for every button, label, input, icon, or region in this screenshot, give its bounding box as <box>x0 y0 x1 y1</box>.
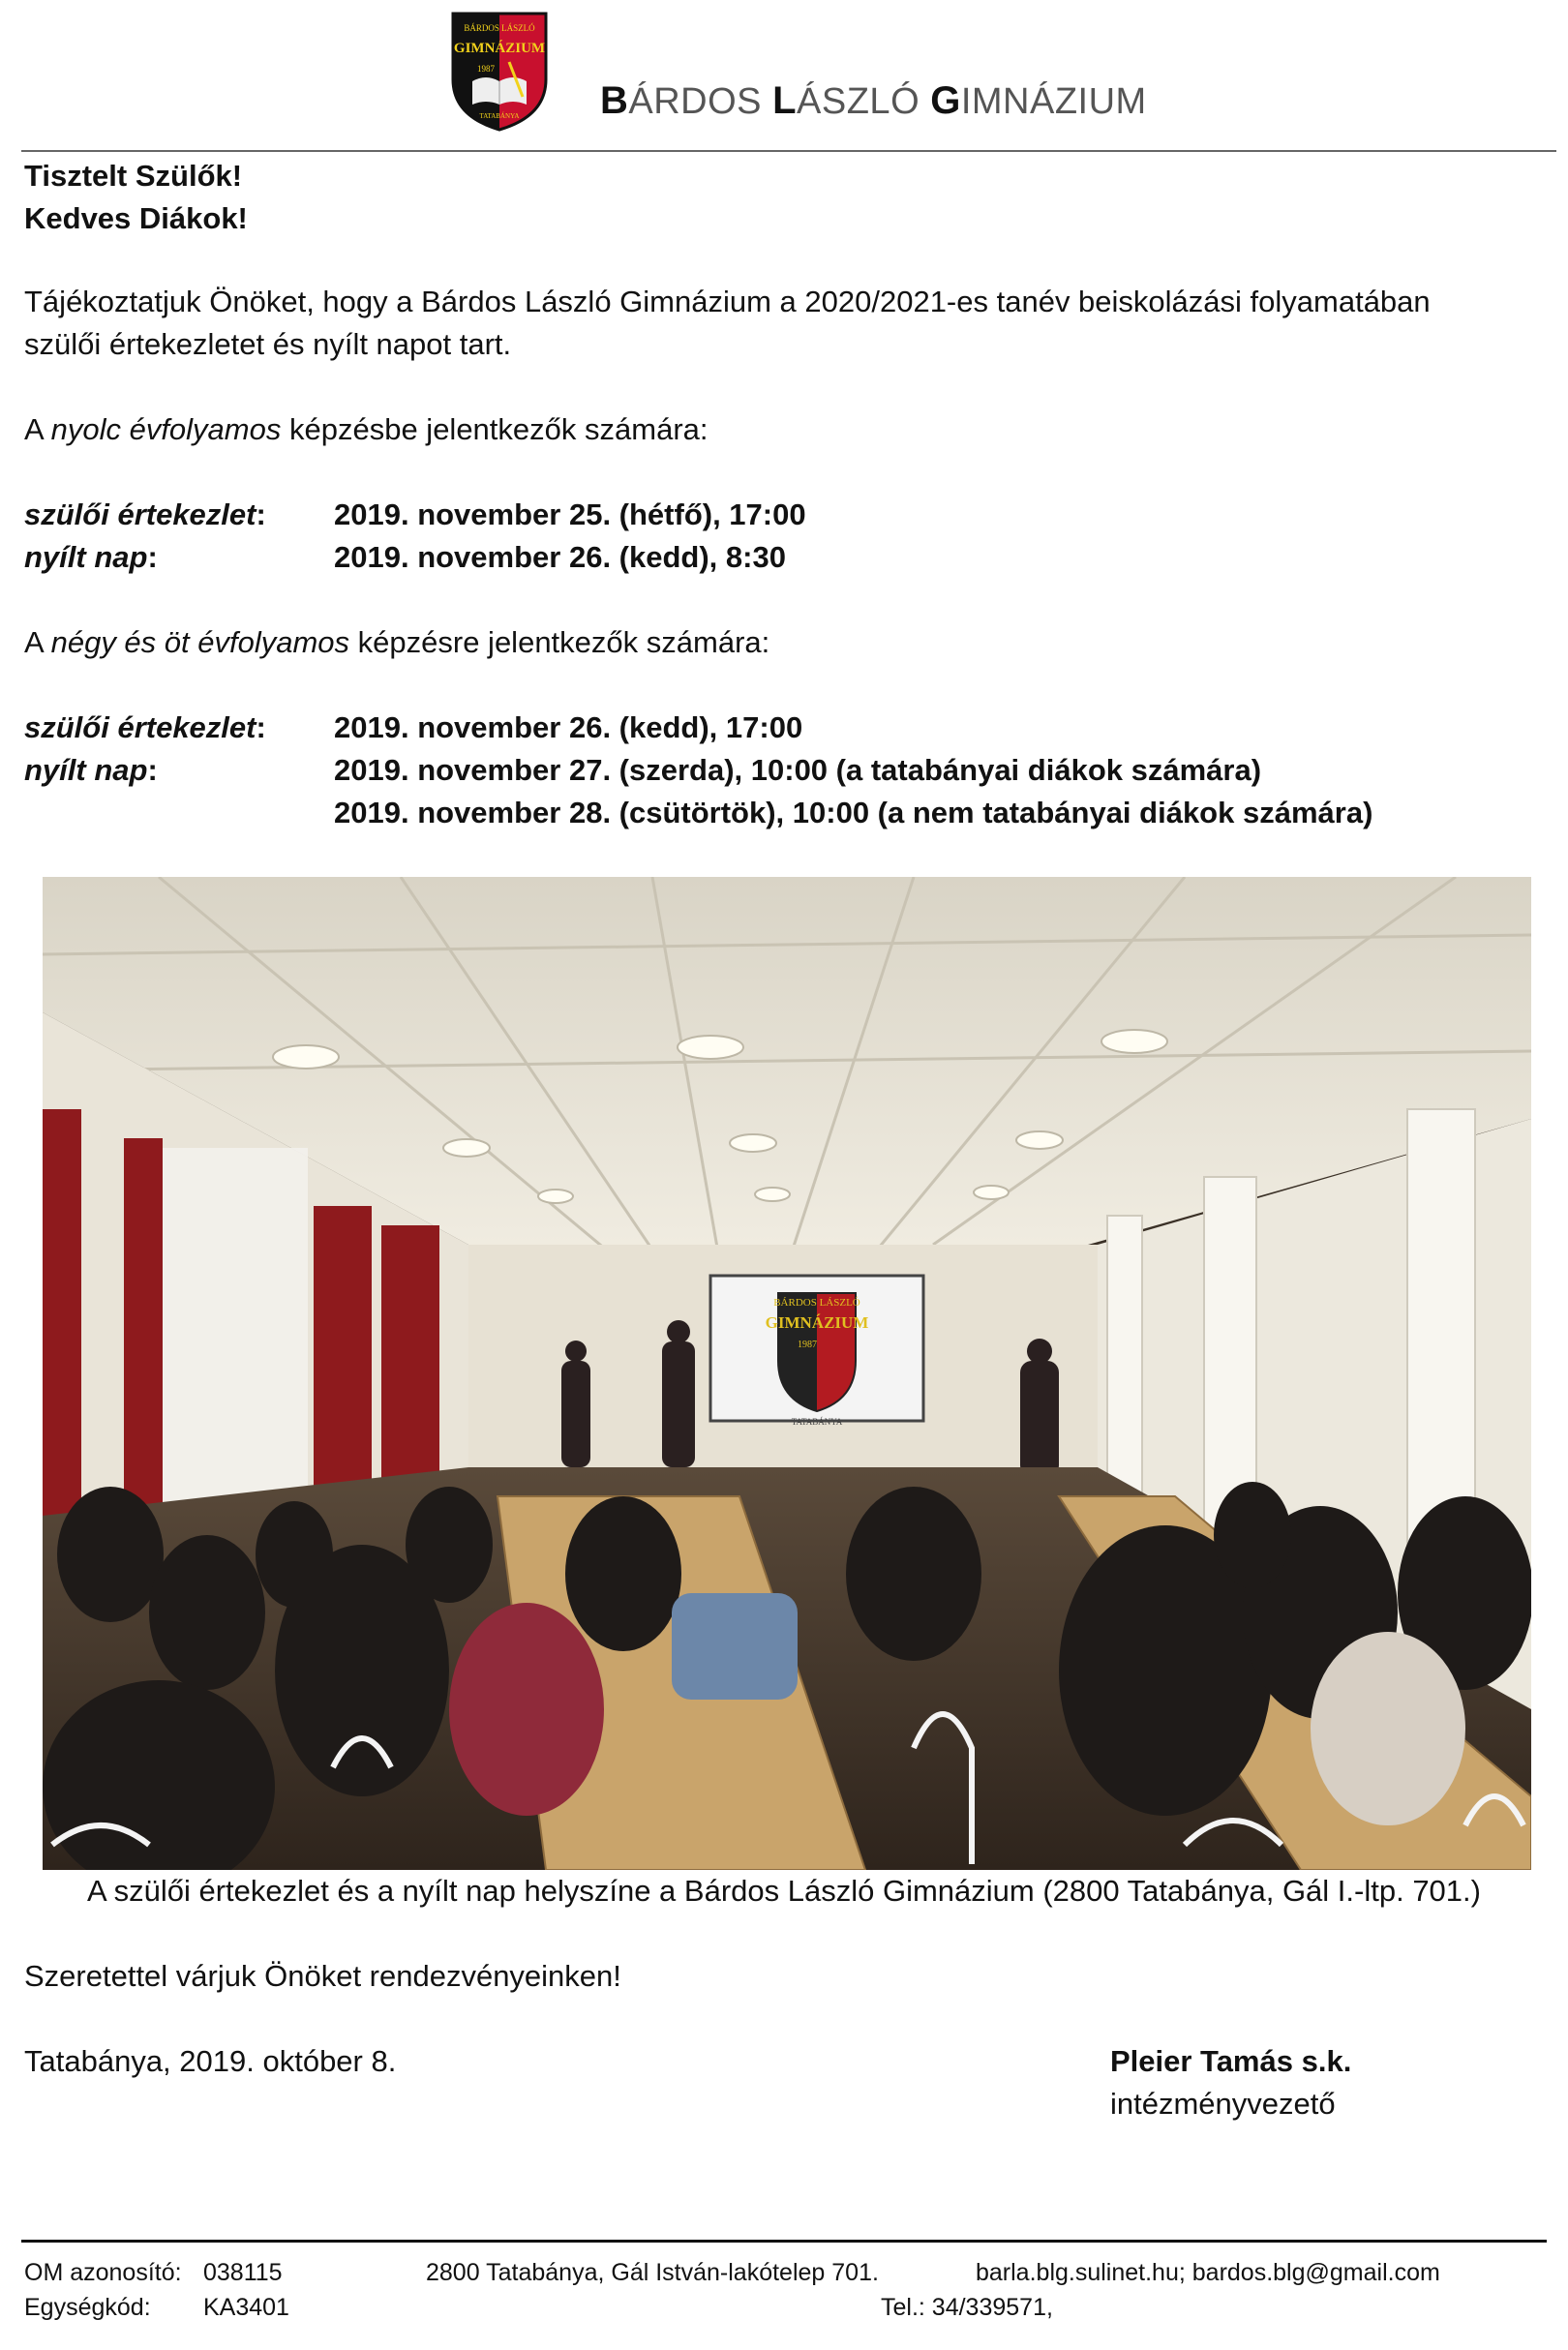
footer-om-value: 038115 <box>203 2259 283 2286</box>
screen-text-year: 1987 <box>798 1340 817 1350</box>
intro-line-1: Tájékoztatjuk Önöket, hogy a Bárdos László Gimnázium a 2020/2021-es tanév beiskolázási folyamatában <box>24 285 1431 318</box>
school-name-word2: ÁSZLÓ <box>797 81 931 122</box>
section1-row2-colon: : <box>147 540 158 574</box>
intro-line-2: szülői értekezletet és nyílt napot tart. <box>24 327 512 361</box>
section2-row1-value: 2019. november 26. (kedd), 17:00 <box>334 710 803 744</box>
header-divider <box>21 150 1556 152</box>
logo-text-top: BÁRDOS LÁSZLÓ <box>464 23 535 33</box>
greeting-line-2: Kedves Diákok! <box>24 201 248 235</box>
section2-row3-value: 2019. november 28. (csütörtök), 10:00 (a nem tatabányai diákok számára) <box>334 796 1373 829</box>
logo-text-bottom: TATABÁNYA <box>479 112 520 120</box>
screen-text-main: GIMNÁZIUM <box>765 1313 869 1332</box>
signature-title: intézményvezető <box>1110 2087 1336 2121</box>
section1-heading <box>24 408 709 451</box>
logo-text-year: 1987 <box>477 64 495 74</box>
screen-text-bottom: TATABÁNYA <box>791 1417 843 1427</box>
section1-row1-label-text: szülői értekezlet <box>24 497 256 531</box>
section2-heading <box>24 621 769 664</box>
school-name-initial-l: L <box>772 79 798 122</box>
logo-text-main: GIMNÁZIUM <box>453 41 546 56</box>
school-name-heading <box>600 79 1147 123</box>
section1-heading-emphasis: nyolc évfolyamos <box>50 412 282 446</box>
school-name-word1: ÁRDOS <box>628 81 773 122</box>
section1-row1-value: 2019. november 25. (hétfő), 17:00 <box>334 497 806 531</box>
footer-web-email: barla.blg.sulinet.hu; bardos.blg@gmail.com <box>976 2259 1440 2286</box>
school-name-initial-b: B <box>600 79 629 122</box>
signature-name: Pleier Tamás s.k. <box>1110 2044 1352 2078</box>
greeting-line-1: Tisztelt Szülők! <box>24 159 243 193</box>
closing-text: Szeretettel várjuk Önöket rendezvényeinken! <box>24 1959 621 1993</box>
section2-row1-label-text: szülői értekezlet <box>24 710 256 744</box>
school-crest-logo <box>451 12 548 132</box>
school-name-word3: IMNÁZIUM <box>960 81 1147 122</box>
screen-text-top: BÁRDOS LÁSZLÓ <box>773 1297 860 1309</box>
footer-unit-value: KA3401 <box>203 2294 289 2321</box>
section2-row1-colon: : <box>256 710 266 744</box>
section2-row2-value: 2019. november 27. (szerda), 10:00 (a tatabányai diákok számára) <box>334 753 1262 787</box>
footer-om-label: OM azonosító: <box>24 2259 182 2286</box>
photo-caption: A szülői értekezlet és a nyílt nap helyszíne a Bárdos László Gimnázium (2800 Tatabánya, Gál I.-ltp. 701.) <box>87 1874 1481 1908</box>
section2-heading-emphasis: négy és öt évfolyamos <box>50 625 350 659</box>
section2-row2-colon: : <box>147 753 158 787</box>
section1-row1-label <box>24 494 266 536</box>
section2-heading-pre: A <box>24 625 51 659</box>
school-name-initial-g: G <box>930 79 961 122</box>
footer-telephone: Tel.: 34/339571, <box>881 2294 1053 2321</box>
section2-heading-post: képzésre jelentkezők számára: <box>349 625 770 659</box>
section1-row2-label-text: nyílt nap <box>24 540 148 574</box>
section1-heading-pre: A <box>24 412 51 446</box>
place-and-date: Tatabánya, 2019. október 8. <box>24 2044 397 2078</box>
section1-heading-post: képzésbe jelentkezők számára: <box>281 412 709 446</box>
event-hall-photo <box>43 877 1531 1870</box>
footer-unit-label: Egységkód: <box>24 2294 151 2321</box>
section2-row1-label <box>24 707 266 749</box>
section2-row2-label-text: nyílt nap <box>24 753 148 787</box>
section1-row2-label <box>24 536 158 579</box>
section2-row2-label <box>24 749 158 792</box>
section1-row2-value: 2019. november 26. (kedd), 8:30 <box>334 540 786 574</box>
footer-divider <box>21 2240 1547 2243</box>
section1-row1-colon: : <box>256 497 266 531</box>
footer-address: 2800 Tatabánya, Gál István-lakótelep 701. <box>426 2259 879 2286</box>
